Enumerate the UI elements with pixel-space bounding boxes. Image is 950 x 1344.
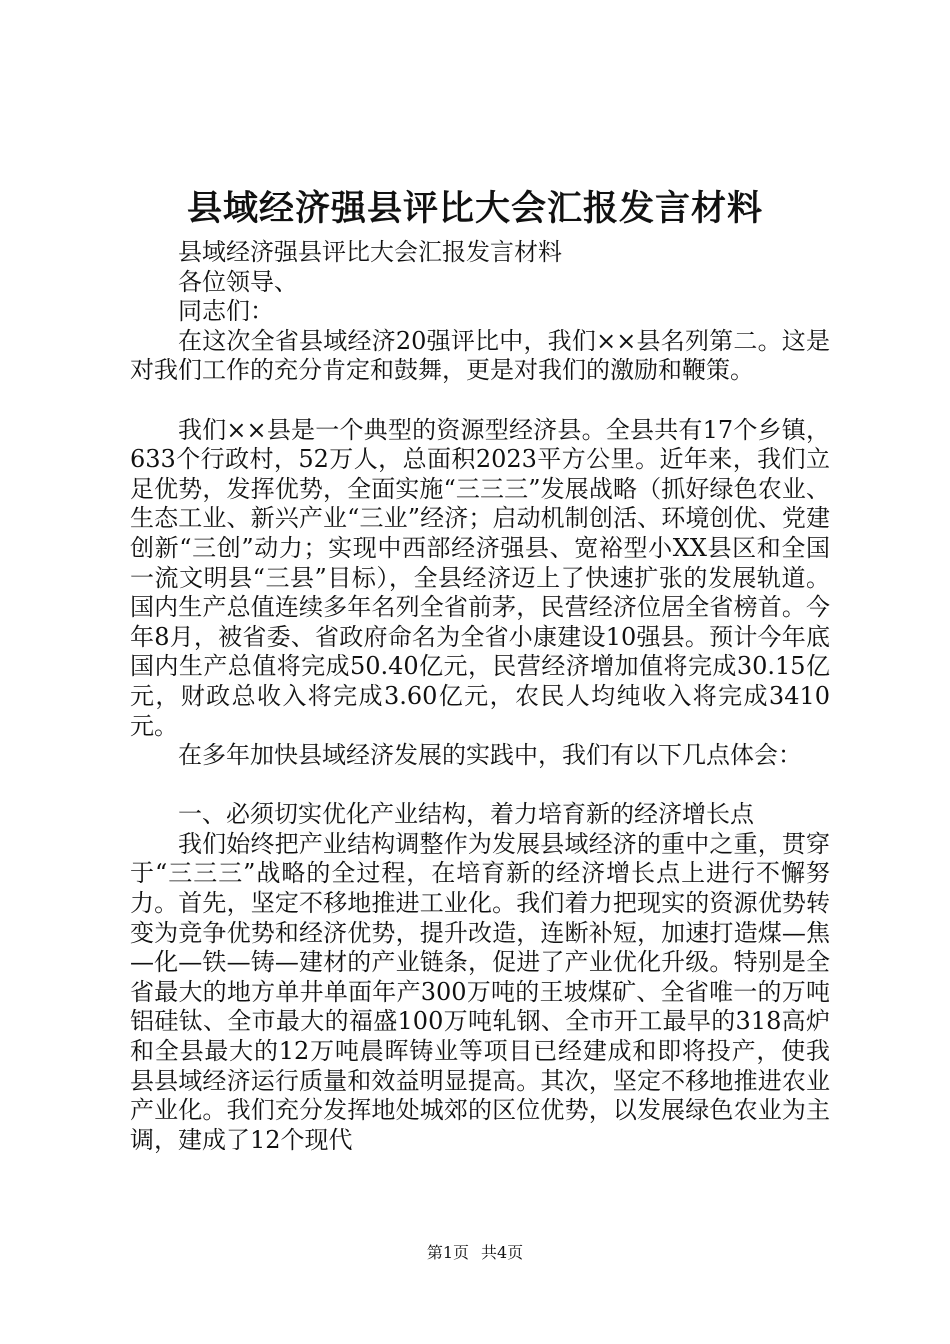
paragraph-subtitle: 县域经济强县评比大会汇报发言材料 xyxy=(178,238,562,266)
paragraph-section-1-body: 我们始终把产业结构调整作为发展县域经济的重中之重，贯穿于“三三三”战略的全过程，在培育新的经济增长点上进行不懈努力。首先，坚定不移地推进工业化。我们着力把现实的资源优势转变为竞争优势和经济优势，提升改造，连断补短，加速打造煤—焦—化—铁—铸—建材的产业链条，促进了产业优化升级。特别是全省最大的地方单井单面年产300万吨的王坡煤矿、全省唯一的万吨铝硅钛、全市最大的福盛100万吨轧钢、全市开工最早的318高炉和全县最大的12万吨晨晖铸业等项目已经建成和即将投产，使我县县域经济运行质量和效益明显提高。其次，坚定不移地推进农业产业化。我们充分发挥地处城郊的区位优势，以发展绿色农业为主调，建成了12个现代 xyxy=(130,829,830,1154)
page-total: 共4页 xyxy=(481,1243,524,1262)
paragraph-salutation-comrades: 同志们： xyxy=(178,297,274,326)
page-number: 第1页 xyxy=(426,1243,469,1262)
document-body xyxy=(130,238,830,1155)
paragraph-intro: 在这次全省县域经济20强评比中，我们××县名列第二。这是对我们工作的充分肯定和鼓舞，更是对我们的激励和鞭策。 xyxy=(130,326,830,385)
paragraph-experience-lead: 在多年加快县域经济发展的实践中，我们有以下几点体会： xyxy=(178,741,802,770)
document-title: 县域经济强县评比大会汇报发言材料 xyxy=(186,188,763,229)
paragraph-salutation-leaders: 各位领导、 xyxy=(178,267,298,296)
page-footer xyxy=(0,1242,950,1264)
section-heading-1: 一、必须切实优化产业结构，着力培育新的经济增长点 xyxy=(178,800,754,829)
paragraph-county-overview: 我们××县是一个典型的资源型经济县。全县共有17个乡镇，633个行政村，52万人，总面积2023平方公里。近年来，我们立足优势，发挥优势，全面实施“三三三”发展战略（抓好绿色农业、生态工业、新兴产业“三业”经济；启动机制创活、环境创优、党建创新“三创”动力；实现中西部经济强县、宽裕型小XX县区和全国一流文明县“三县”目标），全县经济迈上了快速扩张的发展轨道。国内生产总值连续多年名列全省前茅，民营经济位居全省榜首。今年8月，被省委、省政府命名为全省小康建设10强县。预计今年底国内生产总值将完成50.40亿元，民营经济增加值将完成30.15亿元，财政总收入将完成3.60亿元，农民人均纯收入将完成3410元。 xyxy=(130,415,830,740)
